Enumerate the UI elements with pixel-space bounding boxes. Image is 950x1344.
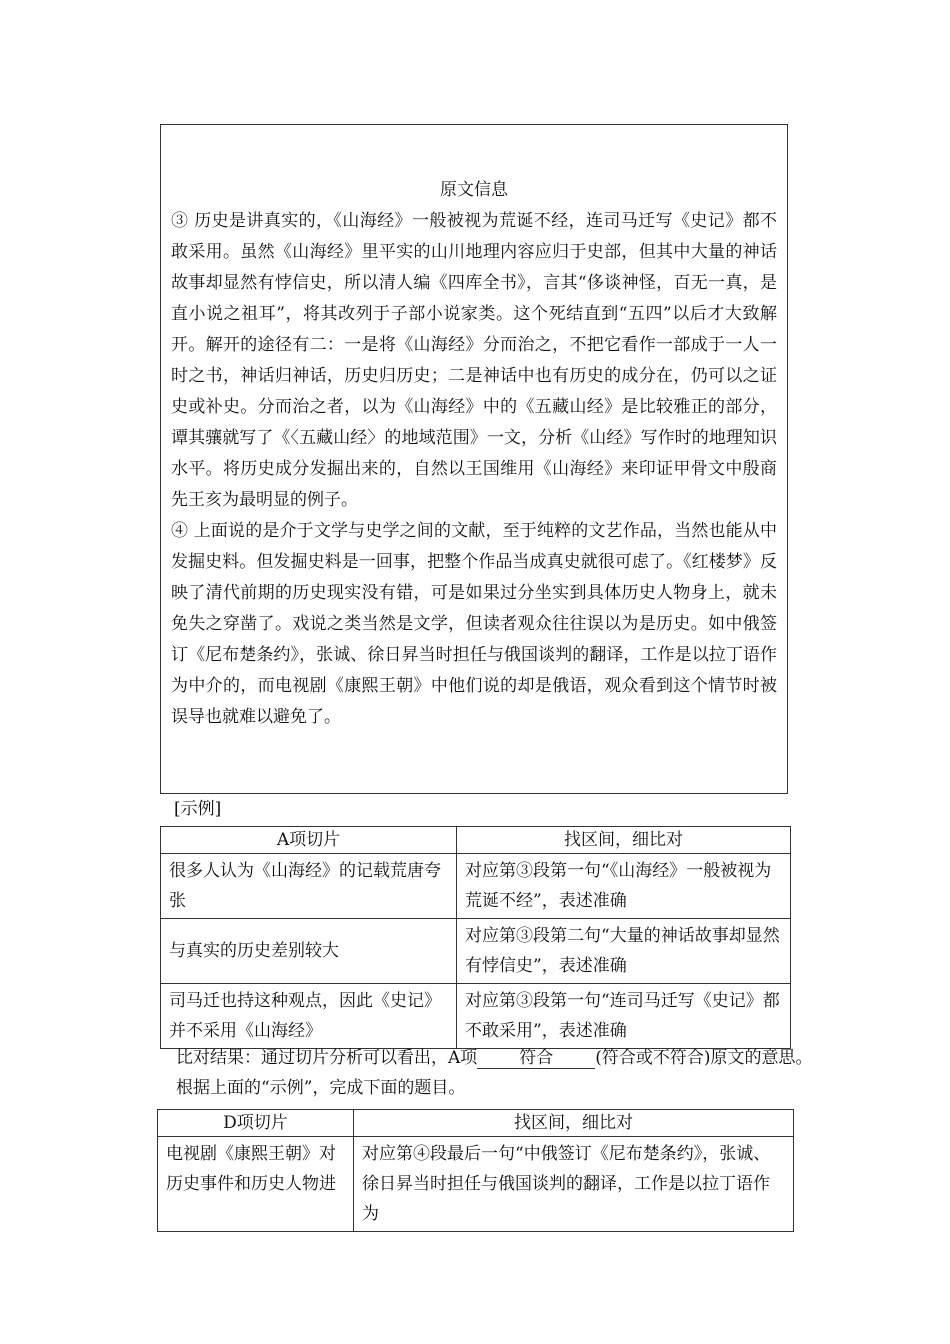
slice-cell: 司马迁也持这种观点，因此《史记》并不采用《山海经》 [161, 984, 457, 1049]
source-paragraph-3: ③ 历史是讲真实的，《山海经》一般被视为荒诞不经，连司马迁写《史记》都不敢采用。虽然《山海经》里平实的山川地理内容应归于史部，但其中大量的神话故事却显然有悖信史，所以清人编《四库全书》，言其“侈谈神怪，百无一真，是直小说之祖耳”，将其改列于子部小说家类。这个死结直到“五四”以后才大致解开。解开的途径有二：一是将《山海经》分而治之，不把它看作一部成于一人一时之书，神话归神话，历史归历史；二是神话中也有历史的成分在，仍可以之证史或补史。分而治之者，以为《山海经》中的《五藏山经》是比较雅正的部分，谭其骧就写了《〈五藏山经〉的地域范围》一文，分析《山经》写作时的地理知识水平。将历史成分发掘出来的，自然以王国维用《山海经》来印证甲骨文中殷商先王亥为最明显的例子。 [171, 211, 777, 510]
table-header-row [161, 827, 791, 854]
comparison-result [176, 1044, 813, 1072]
table-row [158, 1137, 794, 1232]
result-prefix: 比对结果：通过切片分析可以看出，A项 [176, 1048, 478, 1068]
source-paragraph-4: ④ 上面说的是介于文学与史学之间的文献，至于纯粹的文艺作品，当然也能从中发掘史料。但发掘史料是一回事，把整个作品当成真史就很可虑了。《红楼梦》反映了清代前期的历史现实没有错，可是如果过分坐实到具体历史人物身上，就未免失之穿凿了。戏说之类当然是文学，但读者观众往往误以为是历史。如中俄签订《尼布楚条约》，张诚、徐日昇当时担任与俄国谈判的翻译，工作是以拉丁语作为中介的，而电视剧《康熙王朝》中他们说的却是俄语，观众看到这个情节时被误导也就难以避免了。 [171, 521, 777, 727]
compare-cell: 对应第③段第二句“大量的神话故事却显然有悖信史”，表述准确 [457, 919, 791, 984]
source-title: 原文信息 [440, 180, 508, 200]
compare-cell: 对应第③段第一句“连司马迁写《史记》都不敢采用”，表述准确 [457, 984, 791, 1049]
instruction-text: 根据上面的“示例”，完成下面的题目。 [176, 1078, 466, 1098]
slice-cell: 与真实的历史差别较大 [161, 919, 457, 984]
slice-cell: 很多人认为《山海经》的记载荒唐夸张 [161, 854, 457, 919]
result-suffix: (符合或不符合)原文的意思。 [595, 1048, 813, 1068]
table-header-row [158, 1110, 794, 1137]
task-table [157, 1109, 794, 1232]
table-row [161, 984, 791, 1049]
example-label: [示例] [174, 799, 222, 819]
source-text-box [160, 124, 788, 794]
header-slice: A项切片 [161, 827, 457, 854]
header-compare: 找区间，细比对 [457, 827, 791, 854]
answer-blank: 符合 [477, 1048, 595, 1069]
compare-cell: 对应第④段最后一句“中俄签订《尼布楚条约》，张诚、徐日昇当时担任与俄国谈判的翻译，工作是以拉丁语作为 [354, 1137, 794, 1232]
header-slice: D项切片 [158, 1110, 354, 1137]
example-table [160, 826, 791, 1049]
table-row [161, 854, 791, 919]
table-row [161, 919, 791, 984]
slice-cell: 电视剧《康熙王朝》对历史事件和历史人物进 [158, 1137, 354, 1232]
compare-cell: 对应第③段第一句“《山海经》一般被视为荒诞不经”，表述准确 [457, 854, 791, 919]
header-compare: 找区间，细比对 [354, 1110, 794, 1137]
